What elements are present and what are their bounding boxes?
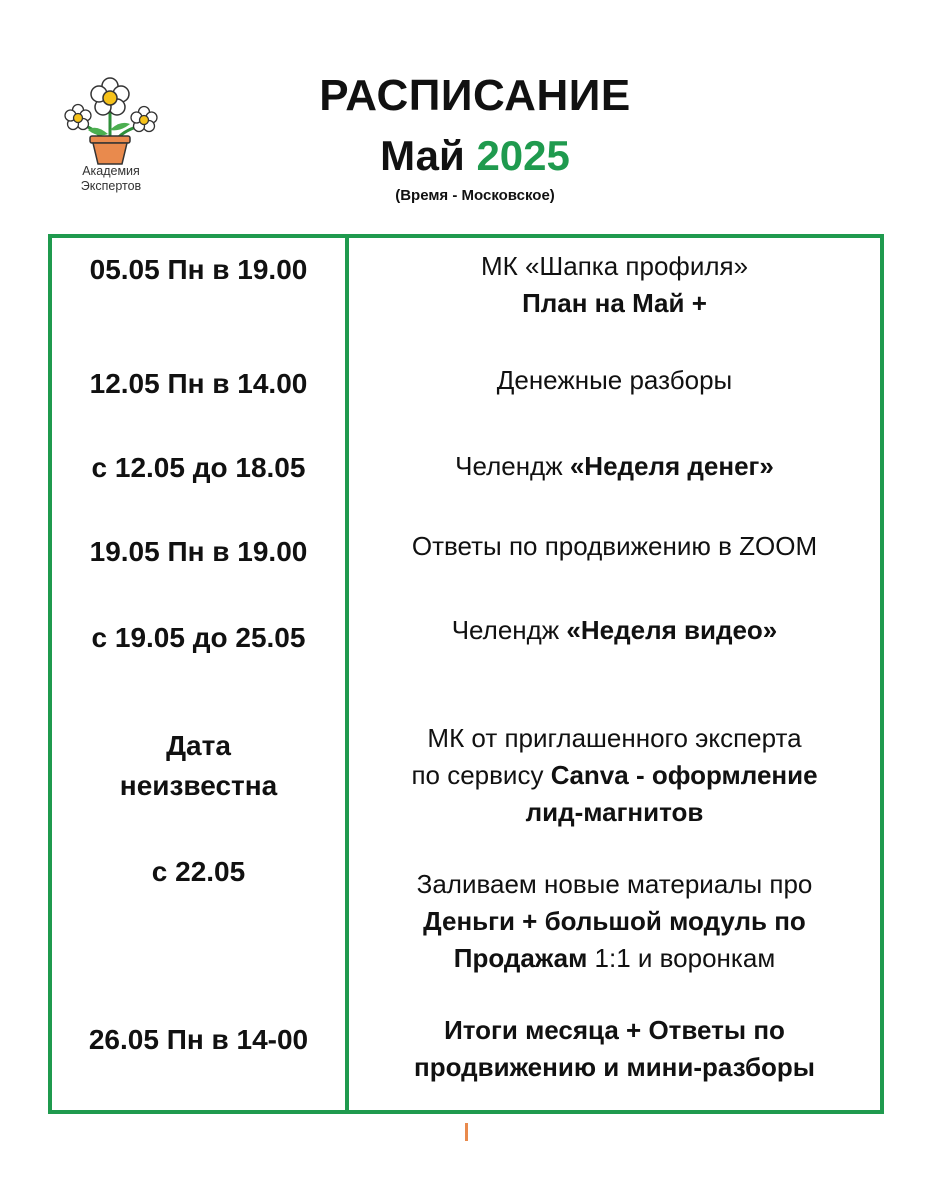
event-text: «Неделя видео» — [566, 615, 778, 645]
schedule-date: 05.05 Пн в 19.00 — [89, 254, 308, 285]
event-text: Ответы по продвижению в ZOOM — [411, 531, 818, 561]
schedule-date: 26.05 Пн в 14-00 — [88, 1024, 309, 1055]
event-text: Итоги месяца + Ответы по — [444, 1015, 785, 1045]
event-text: План на Май + — [522, 288, 707, 318]
event-text: Деньги + большой модуль по — [423, 906, 806, 936]
event-text: Денежные разборы — [496, 365, 733, 395]
event-text: МК «Шапка профиля» — [480, 251, 749, 281]
schedule-event — [349, 362, 880, 399]
event-text: Продажам — [453, 943, 588, 973]
event-text: МК от приглашенного эксперта — [427, 723, 802, 753]
orange-mark — [465, 1123, 468, 1141]
page-title: РАСПИСАНИЕ — [319, 71, 631, 120]
schedule-date: с 12.05 до 18.05 — [91, 452, 306, 483]
event-text: Canva - оформление — [550, 760, 818, 790]
event-text: Челендж — [451, 615, 567, 645]
event-text: по сервису — [411, 760, 551, 790]
schedule-event — [349, 448, 880, 485]
event-text: лид-магнитов — [525, 797, 704, 827]
schedule-event — [349, 528, 880, 565]
event-text: Заливаем новые материалы про — [416, 869, 813, 899]
schedule-event — [349, 612, 880, 649]
event-text: 1:1 и воронкам — [587, 943, 776, 973]
event-text: продвижению и мини-разборы — [414, 1052, 815, 1082]
schedule-event — [349, 1012, 880, 1086]
page-subtitle — [0, 130, 950, 182]
schedule-date: с 22.05 — [151, 856, 246, 887]
event-text: Челендж — [455, 451, 570, 481]
event-text: «Неделя денег» — [569, 451, 774, 481]
year-label: 2025 — [476, 132, 570, 179]
schedule-date: 12.05 Пн в 14.00 — [89, 368, 308, 399]
schedule-date: Дата неизвестна — [119, 730, 278, 801]
schedule-date: 19.05 Пн в 19.00 — [89, 536, 308, 567]
timezone-note: (Время - Московское) — [395, 187, 555, 204]
schedule-date: с 19.05 до 25.05 — [91, 622, 306, 653]
schedule-event — [349, 866, 880, 977]
logo-text: Академия Экспертов — [80, 164, 142, 193]
month-label: Май — [380, 132, 465, 179]
schedule-event — [349, 720, 880, 831]
schedule-event — [349, 248, 880, 322]
